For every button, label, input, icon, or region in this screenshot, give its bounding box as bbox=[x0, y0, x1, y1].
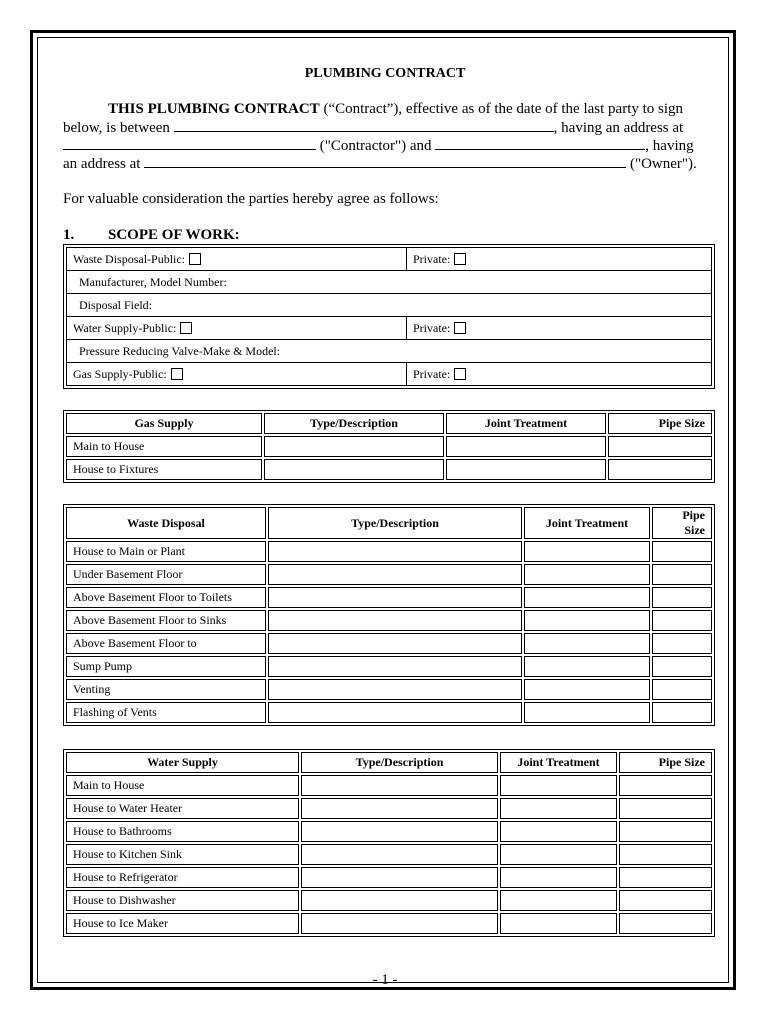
column-header: Waste Disposal bbox=[66, 507, 266, 539]
blank-entry-cell[interactable] bbox=[268, 679, 522, 700]
table-row bbox=[66, 679, 712, 700]
gas-public-checkbox[interactable] bbox=[171, 368, 183, 380]
scope-row-pressure-valve[interactable] bbox=[66, 339, 712, 363]
row-label: Sump Pump bbox=[66, 656, 266, 677]
blank-entry-cell[interactable] bbox=[301, 913, 498, 934]
blank-entry-cell[interactable] bbox=[500, 821, 617, 842]
blank-entry-cell[interactable] bbox=[301, 775, 498, 796]
table-row bbox=[66, 775, 712, 796]
cell bbox=[407, 317, 711, 339]
blank-entry-cell[interactable] bbox=[608, 436, 712, 457]
intro-lead: THIS PLUMBING CONTRACT bbox=[108, 101, 320, 117]
contractor-address-field[interactable] bbox=[63, 136, 316, 150]
table-row bbox=[66, 633, 712, 654]
cell bbox=[67, 363, 407, 385]
blank-entry-cell[interactable] bbox=[524, 656, 650, 677]
blank-entry-cell[interactable] bbox=[500, 890, 617, 911]
blank-entry-cell[interactable] bbox=[619, 798, 712, 819]
intro-owner-address-label: an address at bbox=[63, 156, 141, 172]
blank-entry-cell[interactable] bbox=[268, 541, 522, 562]
table-row bbox=[66, 821, 712, 842]
row-label: Flashing of Vents bbox=[66, 702, 266, 723]
cell bbox=[67, 317, 407, 339]
blank-entry-cell[interactable] bbox=[652, 610, 712, 631]
blank-entry-cell[interactable] bbox=[268, 610, 522, 631]
contractor-name-field[interactable] bbox=[174, 118, 554, 132]
gas-private-label: Private: bbox=[413, 366, 451, 381]
scope-row-manufacturer[interactable] bbox=[66, 270, 712, 294]
cell bbox=[407, 363, 711, 385]
section-heading bbox=[63, 227, 240, 244]
column-header: Joint Treatment bbox=[446, 413, 606, 434]
intro-between-label: below, is between bbox=[63, 120, 170, 136]
blank-entry-cell[interactable] bbox=[619, 844, 712, 865]
waste-public-checkbox[interactable] bbox=[189, 253, 201, 265]
disposal-field-label: Disposal Field: bbox=[79, 297, 153, 312]
blank-entry-cell[interactable] bbox=[652, 633, 712, 654]
blank-entry-cell[interactable] bbox=[524, 541, 650, 562]
column-header: Joint Treatment bbox=[500, 752, 617, 773]
table-header-row bbox=[66, 507, 712, 539]
scope-row-disposal-field[interactable] bbox=[66, 293, 712, 317]
table-row bbox=[66, 656, 712, 677]
gas-supply-table bbox=[63, 410, 715, 483]
blank-entry-cell[interactable] bbox=[524, 564, 650, 585]
blank-entry-cell[interactable] bbox=[500, 844, 617, 865]
intro-owner-label: ("Owner"). bbox=[629, 156, 697, 172]
blank-entry-cell[interactable] bbox=[524, 633, 650, 654]
blank-entry-cell[interactable] bbox=[524, 610, 650, 631]
manufacturer-label: Manufacturer, Model Number: bbox=[79, 274, 227, 289]
blank-entry-cell[interactable] bbox=[301, 798, 498, 819]
blank-entry-cell[interactable] bbox=[500, 913, 617, 934]
blank-entry-cell[interactable] bbox=[652, 541, 712, 562]
blank-entry-cell[interactable] bbox=[268, 587, 522, 608]
column-header: Pipe Size bbox=[608, 413, 712, 434]
pressure-valve-label: Pressure Reducing Valve-Make & Model: bbox=[79, 343, 281, 358]
owner-name-field[interactable] bbox=[435, 136, 645, 150]
water-public-checkbox[interactable] bbox=[180, 322, 192, 334]
blank-entry-cell[interactable] bbox=[500, 775, 617, 796]
water-private-checkbox[interactable] bbox=[454, 322, 466, 334]
section-number: 1. bbox=[63, 227, 75, 243]
row-label: House to Refrigerator bbox=[66, 867, 299, 888]
blank-entry-cell[interactable] bbox=[268, 633, 522, 654]
row-label: Above Basement Floor to bbox=[66, 633, 266, 654]
gas-private-checkbox[interactable] bbox=[454, 368, 466, 380]
waste-private-label: Private: bbox=[413, 251, 451, 266]
table-row bbox=[66, 844, 712, 865]
row-label: Main to House bbox=[66, 436, 262, 457]
column-header: Type/Description bbox=[301, 752, 498, 773]
table-row bbox=[66, 867, 712, 888]
scope-row-gas bbox=[66, 362, 712, 386]
table-row bbox=[66, 702, 712, 723]
waste-private-checkbox[interactable] bbox=[454, 253, 466, 265]
blank-entry-cell[interactable] bbox=[652, 702, 712, 723]
blank-entry-cell[interactable] bbox=[446, 459, 606, 480]
intro-paragraph bbox=[63, 100, 703, 172]
row-label: Venting bbox=[66, 679, 266, 700]
blank-entry-cell[interactable] bbox=[652, 564, 712, 585]
table-header-row bbox=[66, 752, 712, 773]
water-public-label: Water Supply-Public: bbox=[73, 320, 177, 335]
column-header: Joint Treatment bbox=[524, 507, 650, 539]
table-row bbox=[66, 798, 712, 819]
blank-entry-cell[interactable] bbox=[268, 656, 522, 677]
table-row bbox=[66, 541, 712, 562]
row-label: House to Fixtures bbox=[66, 459, 262, 480]
row-label: House to Water Heater bbox=[66, 798, 299, 819]
blank-entry-cell[interactable] bbox=[619, 890, 712, 911]
column-header: Type/Description bbox=[264, 413, 444, 434]
table-row bbox=[66, 610, 712, 631]
gas-public-label: Gas Supply-Public: bbox=[73, 366, 167, 381]
blank-entry-cell[interactable] bbox=[619, 821, 712, 842]
row-label: House to Bathrooms bbox=[66, 821, 299, 842]
blank-entry-cell[interactable] bbox=[524, 679, 650, 700]
table-header-row bbox=[66, 413, 712, 434]
blank-entry-cell[interactable] bbox=[268, 702, 522, 723]
column-header: Gas Supply bbox=[66, 413, 262, 434]
blank-entry-cell[interactable] bbox=[301, 867, 498, 888]
blank-entry-cell[interactable] bbox=[264, 459, 444, 480]
column-header: Water Supply bbox=[66, 752, 299, 773]
blank-entry-cell[interactable] bbox=[652, 587, 712, 608]
table-row bbox=[66, 890, 712, 911]
document-title: PLUMBING CONTRACT bbox=[304, 66, 466, 81]
blank-entry-cell[interactable] bbox=[500, 798, 617, 819]
blank-entry-cell[interactable] bbox=[619, 867, 712, 888]
row-label: Above Basement Floor to Sinks bbox=[66, 610, 266, 631]
scope-row-waste bbox=[66, 247, 712, 271]
water-private-label: Private: bbox=[413, 320, 451, 335]
blank-entry-cell[interactable] bbox=[500, 867, 617, 888]
waste-public-label: Waste Disposal-Public: bbox=[73, 251, 186, 266]
waste-disposal-table bbox=[63, 504, 715, 726]
row-label: House to Dishwasher bbox=[66, 890, 299, 911]
water-supply-table bbox=[63, 749, 715, 937]
table-row bbox=[66, 564, 712, 585]
blank-entry-cell[interactable] bbox=[652, 679, 712, 700]
table-row bbox=[66, 436, 712, 457]
column-header: Pipe Size bbox=[652, 507, 712, 539]
blank-entry-cell[interactable] bbox=[446, 436, 606, 457]
intro-lead-rest: (“Contract”), effective as of the date of the last party to sign bbox=[319, 101, 684, 117]
section-title: SCOPE OF WORK: bbox=[108, 227, 240, 243]
scope-row-water bbox=[66, 316, 712, 340]
blank-entry-cell[interactable] bbox=[264, 436, 444, 457]
row-label: House to Ice Maker bbox=[66, 913, 299, 934]
blank-entry-cell[interactable] bbox=[301, 890, 498, 911]
column-header: Pipe Size bbox=[619, 752, 712, 773]
blank-entry-cell[interactable] bbox=[301, 844, 498, 865]
blank-entry-cell[interactable] bbox=[301, 821, 498, 842]
blank-entry-cell[interactable] bbox=[268, 564, 522, 585]
intro-contractor-label: ("Contractor") and bbox=[319, 138, 432, 154]
table-row bbox=[66, 587, 712, 608]
table-row bbox=[66, 459, 712, 480]
intro-address-label: , having an address at bbox=[553, 120, 684, 136]
column-header: Type/Description bbox=[268, 507, 522, 539]
scope-of-work-box bbox=[63, 244, 715, 389]
intro-having-label: , having bbox=[645, 138, 694, 154]
row-label: Under Basement Floor bbox=[66, 564, 266, 585]
row-label: House to Kitchen Sink bbox=[66, 844, 299, 865]
blank-entry-cell[interactable] bbox=[524, 587, 650, 608]
row-label: Above Basement Floor to Toilets bbox=[66, 587, 266, 608]
blank-entry-cell[interactable] bbox=[652, 656, 712, 677]
cell bbox=[407, 248, 711, 270]
blank-entry-cell[interactable] bbox=[619, 775, 712, 796]
table-row bbox=[66, 913, 712, 934]
blank-entry-cell[interactable] bbox=[524, 702, 650, 723]
row-label: Main to House bbox=[66, 775, 299, 796]
blank-entry-cell[interactable] bbox=[608, 459, 712, 480]
consideration-text: For valuable consideration the parties hereby agree as follows: bbox=[63, 191, 439, 207]
row-label: House to Main or Plant bbox=[66, 541, 266, 562]
page-number: - 1 - bbox=[372, 972, 398, 988]
blank-entry-cell[interactable] bbox=[619, 913, 712, 934]
owner-address-field[interactable] bbox=[144, 154, 626, 168]
cell bbox=[67, 248, 407, 270]
